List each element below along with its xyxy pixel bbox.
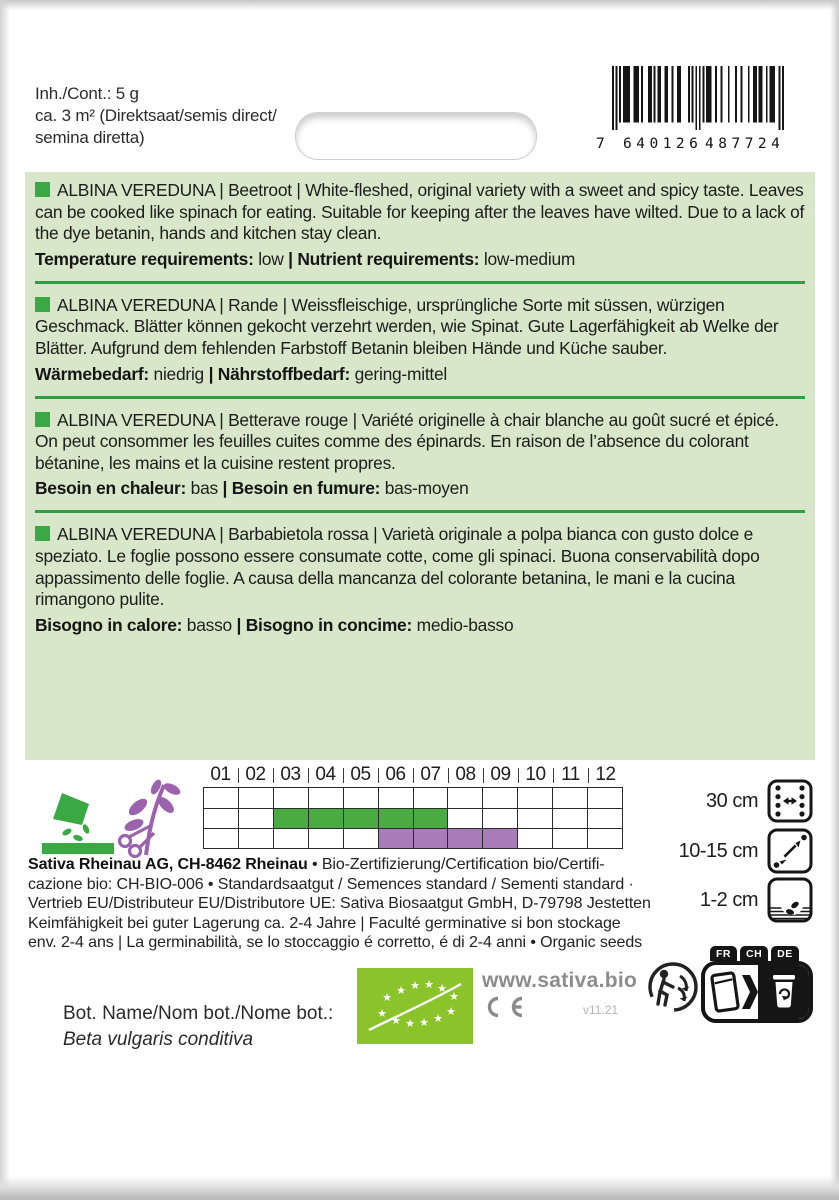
producer-info: [28, 855, 651, 953]
svg-text:★: ★: [424, 978, 434, 991]
row-distance: [628, 779, 813, 823]
svg-text:★: ★: [437, 982, 447, 995]
country-tab: FR: [710, 946, 737, 961]
producer-name: Sativa Rheinau AG, CH-8462 Rheinau: [28, 856, 308, 873]
botanical-name-label: Bot. Name/Nom bot./Nome bot.:: [63, 1003, 334, 1024]
arrow-right-icon: [742, 975, 758, 1009]
variety-text: Weissfleischige, ursprüngliche Sorte mit süssen, würzigen Geschmack. Blätter können gekocht verzehrt werden, wie Spinat. Gute Lagerfähigkeit ab Welke der Blätter. Aufgrund dem fehlenden Farbstoff Betanin bleiben Hände und Küche sauber.: [35, 294, 779, 358]
requirements-line: Bisogno in calore: basso | Bisogno in concime: medio-basso: [35, 614, 514, 635]
month-label: 01: [210, 764, 231, 785]
barcode-digit-group: 487724: [705, 136, 785, 152]
requirements-line: Temperature requirements: low | Nutrient requirements: low-medium: [35, 248, 576, 269]
svg-text:★: ★: [391, 1014, 401, 1027]
description-block-de: [35, 294, 805, 385]
producer-line: cazione bio: CH-BIO-006 • Standardsaatgut / Semences standard / Sementi standard ·: [28, 875, 634, 893]
separator-line: [35, 396, 805, 399]
description-text: [35, 295, 805, 360]
green-square-bullet-icon: [35, 297, 50, 312]
contents-info: [35, 83, 277, 149]
month-label: 03: [273, 763, 308, 787]
calendar-row: [203, 828, 622, 848]
harvest-scissors-plant-icon: [114, 775, 186, 859]
variety-title: ALBINA VEREDUNA | Barbabietola rossa |: [57, 524, 383, 545]
row-distance-label: 30 cm: [706, 789, 758, 812]
version-label: v11.21: [583, 1003, 619, 1017]
variety-description-panel: [25, 172, 815, 760]
svg-text:★: ★: [433, 1012, 443, 1025]
month-label: 11: [553, 763, 588, 787]
description-text: [35, 180, 805, 245]
calendar-grid: [203, 787, 623, 849]
svg-text:★: ★: [410, 979, 420, 992]
calendar-month-header: [203, 763, 623, 787]
green-square-bullet-icon: [35, 526, 50, 541]
producer-line: Sativa Rheinau AG, CH-8462 Rheinau • Bio-Zertifizierung/Certification bio/Certifi-: [28, 856, 605, 873]
disposal-country-tabs: [710, 946, 813, 961]
triman-recycling-icon: [647, 961, 699, 1013]
variety-text: White-fleshed, original variety with a sweet and spicy taste. Leaves can be cooked like spinach for eating. Suitable for keeping after the leaves have wilted. Due to a lack of the dye betanin, hands and kitchen stay clean.: [35, 180, 805, 244]
recycle-bin-icon: [769, 973, 799, 1011]
requirements-line: Wärmebedarf: niedrig | Nährstoffbedarf: gering-mittel: [35, 363, 448, 384]
month-label: 08: [448, 763, 483, 787]
country-tab: DE: [771, 946, 799, 961]
variety-title: ALBINA VEREDUNA | Beetroot |: [57, 180, 306, 200]
ean-barcode: [596, 66, 786, 158]
barcode-digit-group: 640126: [623, 136, 703, 152]
eu-organic-leaf-logo: [357, 968, 473, 1044]
month-label: 09: [483, 763, 518, 787]
svg-text:★: ★: [396, 984, 406, 997]
sowing-depth-label: 1-2 cm: [699, 888, 758, 911]
scan-edge-top: [0, 0, 839, 10]
paper-sachet-icon: [710, 970, 740, 1014]
producer-line: Keimfähigkeit bei guter Lagerung ca. 2-4 Jahre | Faculté germinative si bon stockage: [28, 914, 621, 932]
month-label: 02: [238, 763, 273, 787]
month-label: 12: [588, 763, 623, 787]
variety-text: Varietà originale a polpa bianca con gusto dolce e speziato. Le foglie possono essere consumate cotte, come gli spinaci. Buona conservabilità dopo appassimento delle foglie. A causa della mancanza del colorante betanina, le mani e la cucina rimangono pulite.: [35, 524, 760, 610]
month-label: 04: [308, 763, 343, 787]
plant-distance-label: 10-15 cm: [678, 839, 758, 862]
green-square-bullet-icon: [35, 412, 50, 427]
barcode-digit-prefix: 7: [596, 136, 610, 152]
disposal-instruction-label: [701, 946, 813, 1023]
svg-text:★: ★: [419, 1016, 429, 1029]
contents-line: Inh./Cont.: 5 g: [35, 84, 139, 103]
separator-line: [35, 510, 805, 513]
sowing-calendar: [203, 763, 623, 849]
sowing-depth: [628, 877, 813, 923]
description-text: [35, 524, 805, 610]
description-block-en: [35, 179, 805, 270]
plant-spacing-icon: [767, 828, 813, 874]
svg-text:★: ★: [377, 1007, 387, 1020]
plant-distance: [628, 828, 813, 874]
description-block-it: [35, 523, 805, 635]
producer-line: Vertrieb EU/Distributeur EU/Distributore UE: Sativa Biosaatgut GmbH, D-79798 Jestetten: [28, 895, 651, 913]
ce-mark-icon: [482, 996, 528, 1018]
row-spacing-icon: [767, 779, 813, 823]
description-block-fr: [35, 409, 805, 500]
variety-title: ALBINA VEREDUNA | Betterave rouge |: [57, 409, 362, 430]
separator-line: [35, 281, 805, 284]
svg-text:★: ★: [449, 990, 459, 1003]
month-label: 06: [378, 763, 413, 787]
month-label: 10: [518, 763, 553, 787]
website-url: www.sativa.bio: [482, 969, 638, 992]
scan-edge-left: [0, 0, 10, 1200]
calendar-row: [203, 788, 622, 808]
hang-hole-cutout: [295, 112, 537, 160]
calendar-row: [203, 808, 622, 828]
svg-text:★: ★: [446, 1005, 456, 1018]
direct-sowing-icon: [40, 792, 116, 854]
variety-title: ALBINA VEREDUNA | Rande |: [57, 294, 292, 315]
scan-edge-right: [830, 0, 839, 1200]
month-label: 05: [343, 763, 378, 787]
sowing-depth-icon: [767, 877, 813, 923]
contents-line: semina diretta): [35, 128, 145, 147]
disposal-pictogram: [701, 961, 813, 1023]
contents-line: ca. 3 m² (Direktsaat/semis direct/: [35, 106, 277, 125]
producer-line: env. 2-4 ans | La germinabilità, se lo stoccaggio é corretto, é di 2-4 anni • Organic seeds: [28, 934, 643, 952]
waste-bin-block: [758, 965, 809, 1019]
svg-text:★: ★: [405, 1017, 415, 1030]
variety-text: Variété originelle à chair blanche au goût sucré et épicé. On peut consommer les feuilles cuites comme des épinards. En raison de l’absence du colorant bétanine, les mains et la cuisine restent propres.: [35, 409, 779, 473]
description-text: [35, 410, 805, 475]
botanical-name-value: Beta vulgaris conditiva: [63, 1029, 254, 1050]
requirements-line: Besoin en chaleur: bas | Besoin en fumure: bas-moyen: [35, 478, 469, 499]
month-label: 07: [413, 763, 448, 787]
barcode-bars-icon: [612, 66, 784, 138]
country-tab: CH: [740, 946, 768, 961]
green-square-bullet-icon: [35, 182, 50, 197]
svg-text:★: ★: [382, 991, 392, 1004]
scan-edge-bottom: [0, 1176, 839, 1200]
botanical-name: [63, 1001, 333, 1053]
